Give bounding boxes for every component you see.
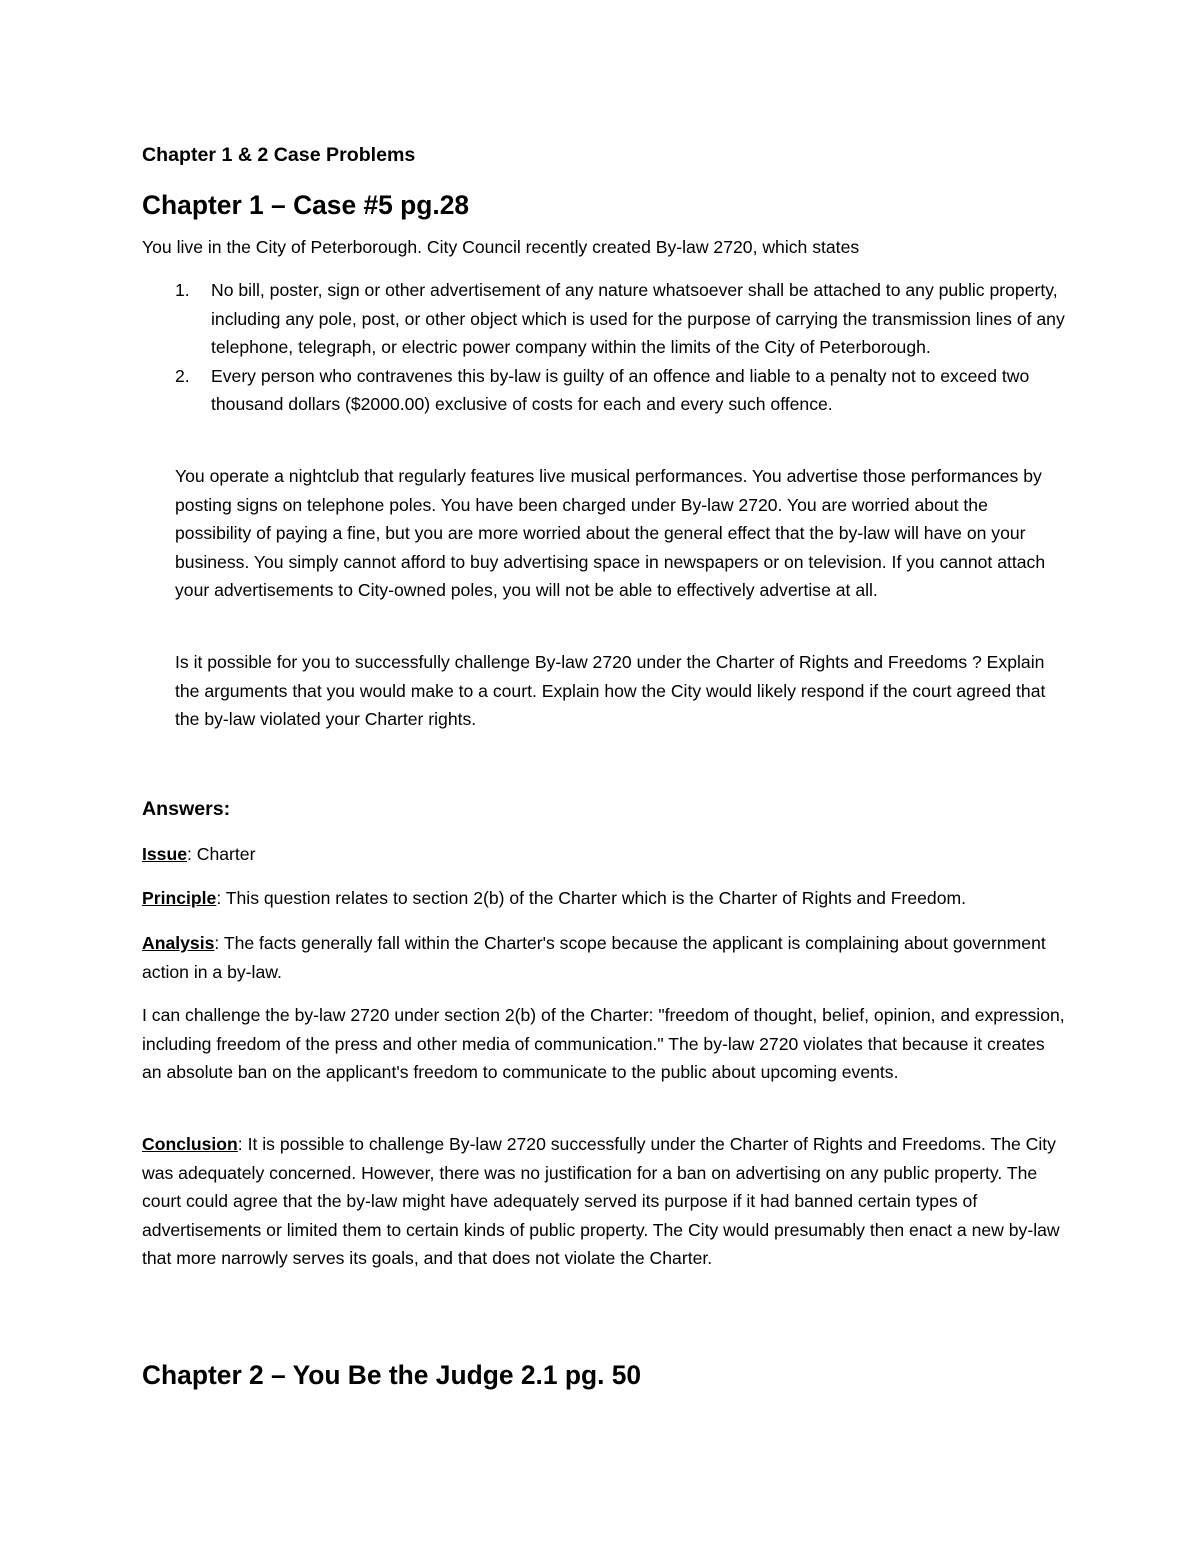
analysis-label: Analysis <box>142 933 215 953</box>
conclusion-paragraph <box>142 1130 1067 1273</box>
analysis-detail-paragraph: I can challenge the by-law 2720 under section 2(b) of the Charter: "freedom of thought, belief, opinion, and expression, including freedom of the press and other media of communication." The by-law 2720 violates that because it creates an absolute ban on the applicant's freedom to communicate to the public about upcoming events. <box>142 1005 1065 1083</box>
list-number: 1. <box>175 280 190 300</box>
conclusion-label: Conclusion <box>142 1134 238 1154</box>
case1-heading: Chapter 1 – Case #5 pg.28 <box>142 190 470 220</box>
conclusion-text: : It is possible to challenge By-law 2720 successfully under the Charter of Rights and Freedoms. The City was adequately concerned. However, there was no justification for a ban on advertising on any public property. The court could agree that the by-law might have adequately served its purpose if it had banned certain types of advertisements or limited them to certain kinds of public property. The City would presumably then enact a new by-law that more narrowly serves its goals, and that does not violate the Charter. <box>142 1134 1060 1269</box>
issue-text: : Charter <box>187 844 256 864</box>
case1-intro: You live in the City of Peterborough. City Council recently created By-law 2720, which states <box>142 237 860 257</box>
document-title: Chapter 1 & 2 Case Problems <box>142 144 416 166</box>
list-item-text: Every person who contravenes this by-law is guilty of an offence and liable to a penalty not to exceed two thousand dollars ($2000.00) exclusive of costs for each and every such offence. <box>211 365 1030 415</box>
principle-label: Principle <box>142 888 217 908</box>
bylaw-list-item <box>142 276 1067 362</box>
list-number: 2. <box>175 365 190 386</box>
issue-label: Issue <box>142 844 187 864</box>
answers-heading: Answers: <box>142 798 231 820</box>
case1-scenario-paragraph: You operate a nightclub that regularly features live musical performances. You advertise those performances by posting signs on telephone poles. You have been charged under By-law 2720. You are worried about the possibility of paying a fine, but you are more worried about the general effect that the by-law will have on your business. You simply cannot afford to buy advertising space in newspapers or on television. If you cannot attach your advertisements to City-owned poles, you will not be able to effectively advertise at all. <box>175 466 1046 601</box>
case2-heading: Chapter 2 – You Be the Judge 2.1 pg. 50 <box>142 1360 642 1390</box>
analysis-paragraph <box>142 929 1067 986</box>
principle-paragraph <box>142 884 1067 913</box>
analysis-text: : The facts generally fall within the Charter's scope because the applicant is complaining about government action in a by-law. <box>142 933 1046 982</box>
issue-paragraph <box>142 840 1067 869</box>
case1-question-paragraph: Is it possible for you to successfully challenge By-law 2720 under the Charter of Rights and Freedoms ? Explain the arguments that you would make to a court. Explain how the City would likely respond if the court agreed that the by-law violated your Charter rights. <box>175 652 1046 730</box>
bylaw-list <box>142 276 1067 419</box>
list-item-text: No bill, poster, sign or other advertisement of any nature whatsoever shall be attached to any public property, including any pole, post, or other object which is used for the purpose of carrying the transmission lines of any telephone, telegraph, or electric power company within the limits of the City of Peterborough. <box>211 280 1065 358</box>
bylaw-list-item <box>142 362 1067 419</box>
principle-text: : This question relates to section 2(b) of the Charter which is the Charter of Rights and Freedom. <box>216 888 967 908</box>
